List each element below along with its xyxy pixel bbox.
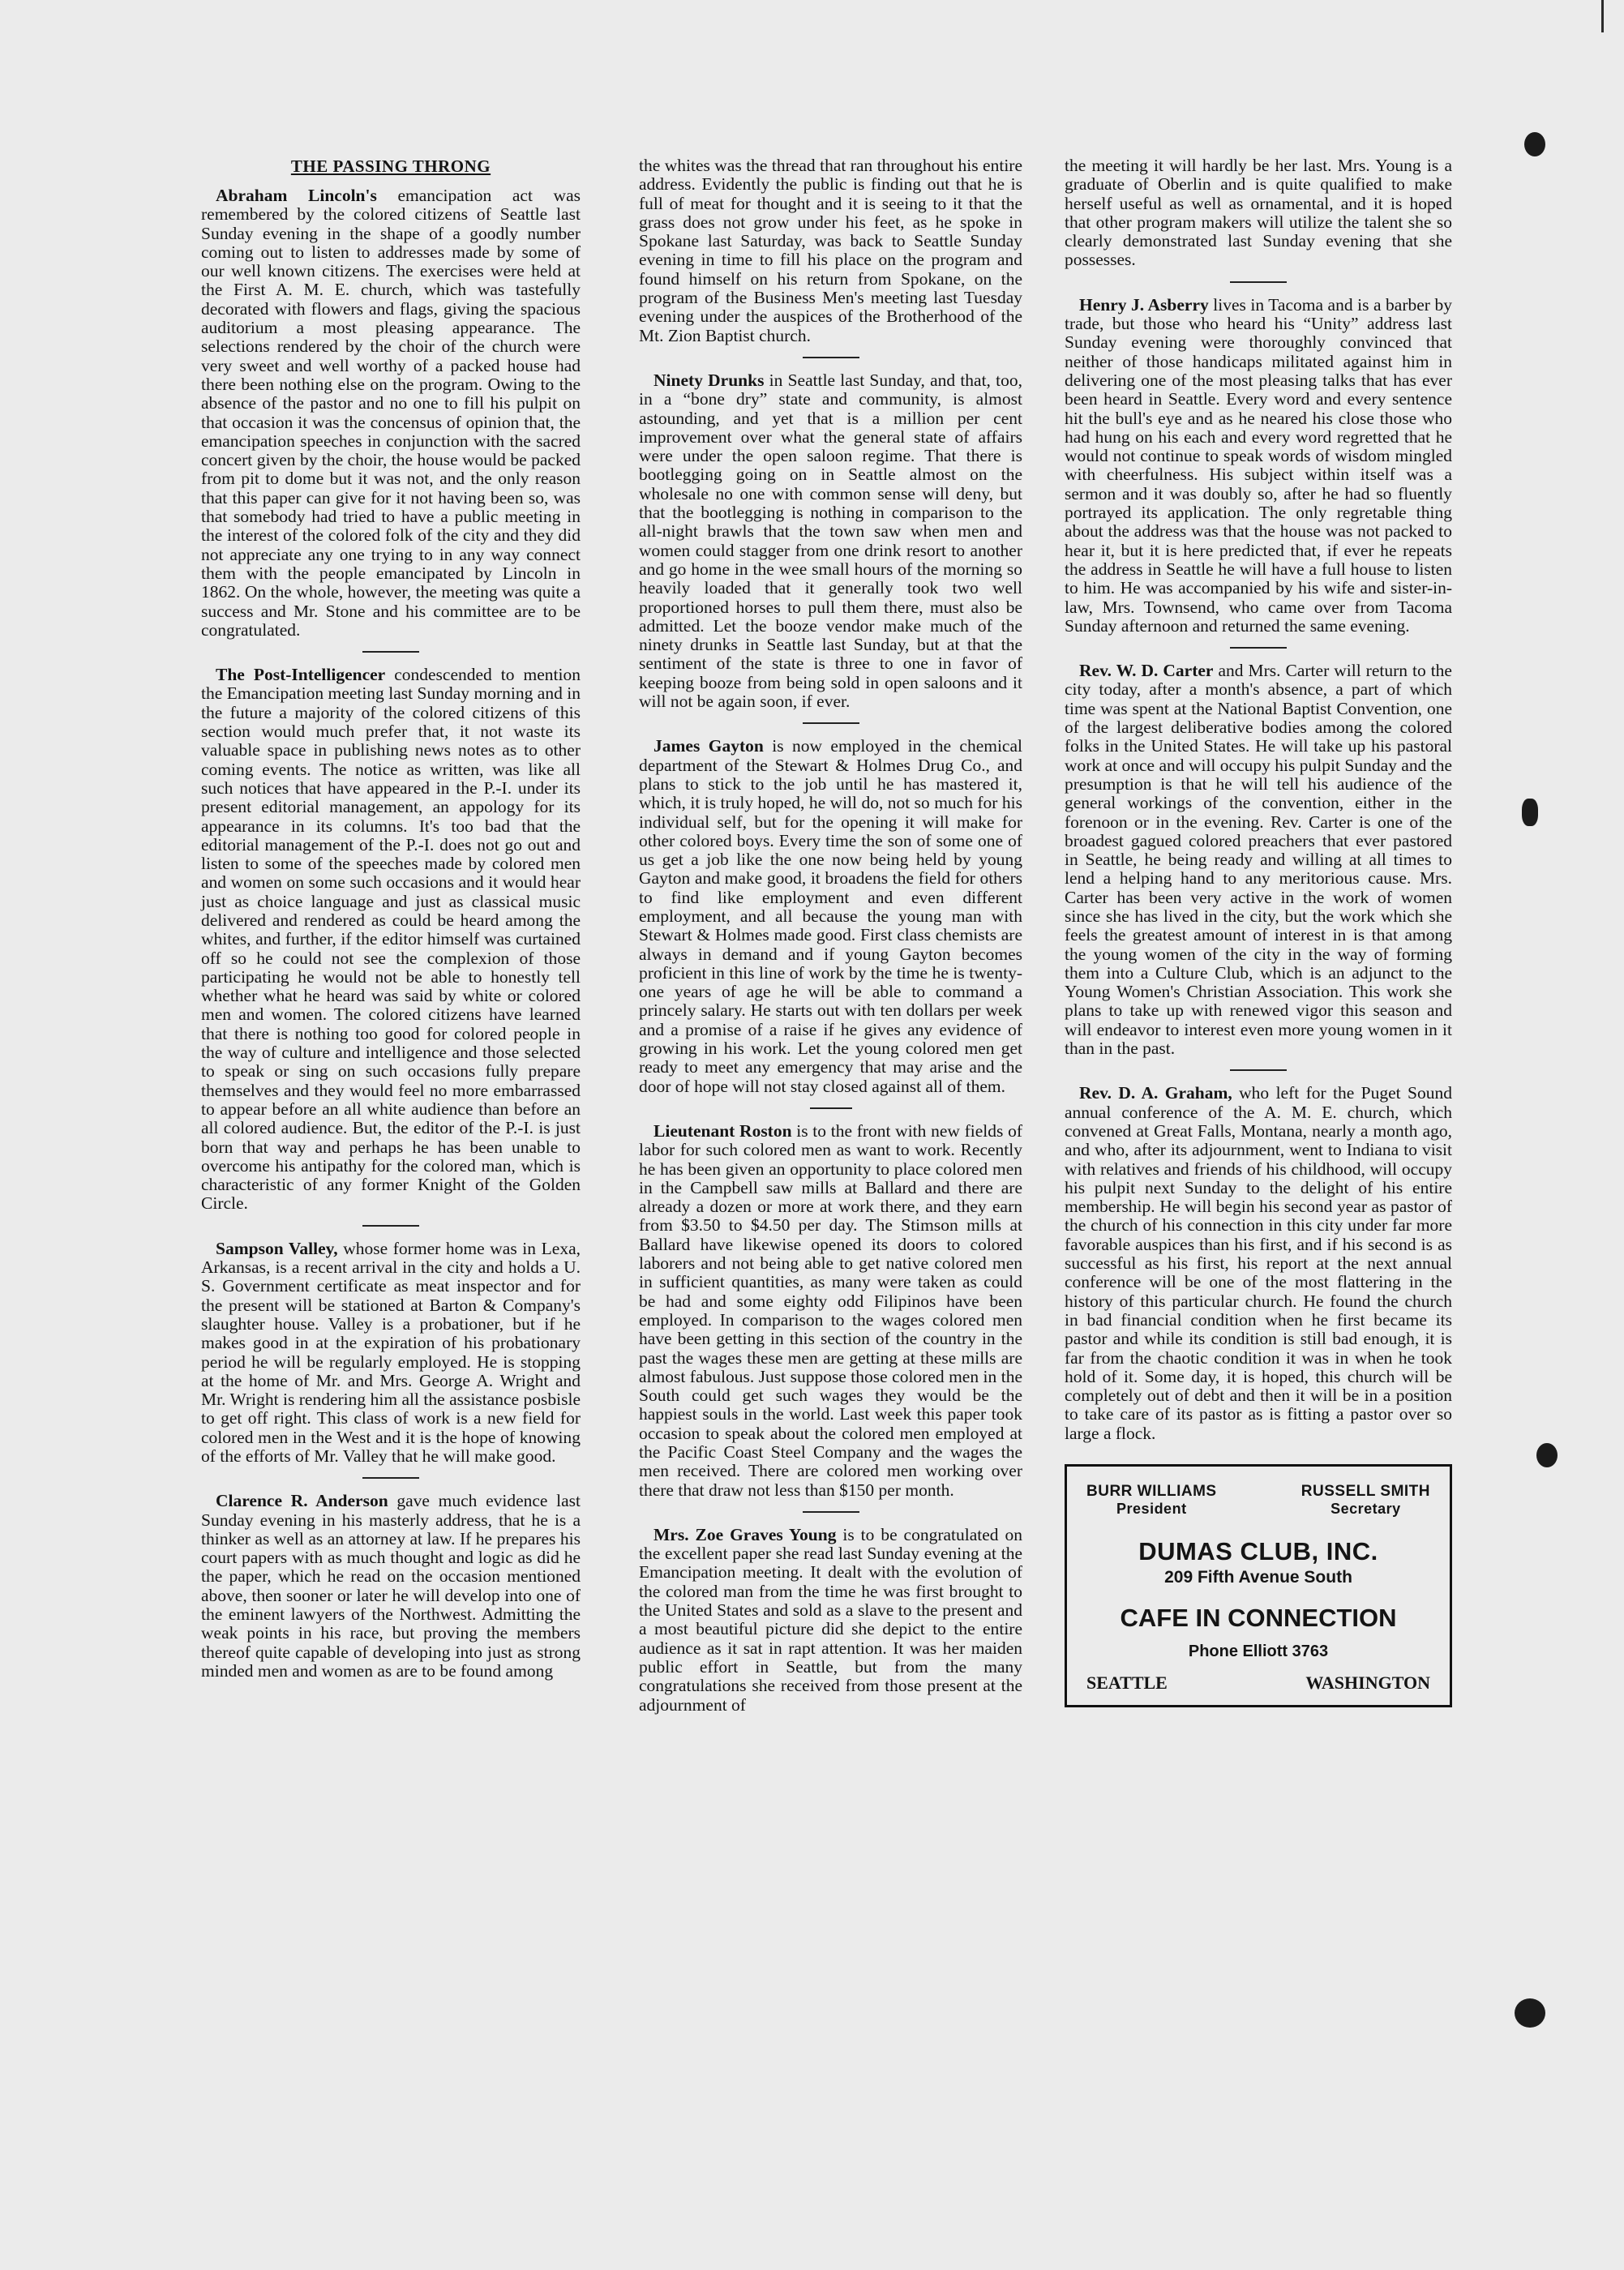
article-body: in Seattle last Sunday, and that, too, in a “bone dry” state and community, is almost astounding, and yet that is a million per cent improvement over what the general state of affairs were under the open saloon regime. That there is bootlegging going on in Seattle almost on the wholesale no one with common sense will deny, but that the bootlegging is nothing in comparison to the all-night brawls that the town saw when men and women could stagger from one drink resort to another and go home in the wee small hours of the morning so heavily loaded that it generally took two well proportioned horses to pull them there, must also be admitted. Let the booze vendor make much of the ninety drunks in Seattle last Sunday, but at that the sentiment of the state is three to one in favor of keeping booze from being sold in open saloons and it will not be again soon, if ever. (639, 370, 1022, 712)
ad-president (1086, 1483, 1217, 1518)
article-divider (803, 722, 859, 724)
article-lead: Lieutenant Roston (653, 1120, 792, 1141)
column-1 (201, 126, 581, 1681)
ad-club-name: DUMAS CLUB, INC. (1138, 1537, 1378, 1565)
article-lead: James Gayton (653, 736, 764, 756)
article-lead: Abraham Lincoln's (216, 186, 377, 205)
article-lead: Henry J. Asberry (1079, 294, 1209, 315)
article-body: who left for the Puget Sound annual conference of the A. M. E. church, which convened at Great Falls, Montana, nearly a month ago, and who, after its adjournment, went to Indiana to visit with relatives and friends of his childhood, will occupy his pulpit next Sunday to the delight of his entire membership. He will begin his second year as pastor of the church of his connection in this city under far more favorable auspices than his first, and if his second is as successful as his first, his report at the next annual conference will be one of the most flattering in the history of this particular church. He found the church in bad financial condition when he first became its pastor and while its condition is still bad enough, it is far from the chaotic condition it was in when he took hold of it. Some day, it is hoped, this church will be completely out of debt and then it will be in a position to take care of its pastor as is fitting a pastor over so large a flock. (1065, 1083, 1452, 1443)
article-body: is now employed in the chemical department of the Stewart & Holmes Drug Co., and plans to stick to the job until he has mastered it, which, it is truly hoped, he will do, not so much for his individual self, but for the opening it will make for other colored boys. Every time the son of some one of us get a job like the one now being held by young Gayton and make good, it broadens the field for others to find like employment and even different employment, and all because the young man with Stewart & Holmes made good. First class chemists are always in demand and if young Gayton becomes proficient in this line of work by the time he is twenty-one years of age he will be able to command a princely salary. He starts out with ten dollars per week and a promise of a raise if he gives any evidence of growing in his work. Let the young colored men get ready to meet any emergency that may arise and the door of hope will not stay closed against all of them. (639, 736, 1022, 1096)
article-james-gayton (639, 737, 1022, 1096)
article-body: is to be congratulated on the excellent paper she read last Sunday evening at the Emancipation meeting. It dealt with the evolution of the colored man from the time he was first brought to the United States and sold as a slave to the present and a most beautiful picture did she depict to the entire audience as it sat in rapt attention. It was her maiden public effort in Seattle, but from the many congratulations she received from those present at the adjournment of (639, 1524, 1022, 1715)
ad-secretary-title: Secretary (1330, 1501, 1401, 1517)
ad-president-name: BURR WILLIAMS (1086, 1483, 1217, 1500)
article-divider (1230, 1069, 1287, 1071)
article-rev-carter (1065, 662, 1452, 1058)
article-body: emancipation act was remembered by the colored citizens of Seattle last Sunday evening in the shape of a goodly number coming out to listen to addresses made by some of our well known citizens. The exercises were held at the First A. M. E. church, which was tastefully decorated with flowers and flags, giving the spacious auditorium a most pleasing appearance. The selections rendered by the choir of the church were very sweet and well worthy of a packed house had there been nothing else on the program. Owing to the absence of the pastor and no one to fill his pulpit on that occasion it was the concensus of opinion that, the emancipation speeches in conjunction with the sacred concert given by the choir, the house would be packed from pit to dome but it was not, and the only reason that this paper can give for it not having been so, was that somebody had tried to have a public meeting in the interest of the colored folk of the city and they did not appreciate any one trying to in any way connect them with the people emancipated by Lincoln in 1862. On the whole, however, the meeting was quite a success and Mr. Stone and his committee are to be congratulated. (201, 186, 581, 640)
article-rev-graham (1065, 1084, 1452, 1443)
ad-city: SEATTLE (1086, 1673, 1168, 1693)
ink-blot (1522, 799, 1538, 826)
ad-president-title: President (1116, 1501, 1187, 1517)
article-divider (362, 651, 419, 653)
article-post-intelligencer (201, 666, 581, 1214)
ink-blot (1524, 132, 1545, 156)
article-lead: The Post-Intelligencer (216, 665, 386, 685)
article-body: is to the front with new fields of labor for such colored men as want to work. Recently he has been given an opportunity to place colored men in the Campbell saw mills at Ballard and there are already a dozen or more at work there, and they earn from $3.50 to $4.50 per day. The Stimson mills at Ballard have likewise opened its doors to colored laborers and not being able to get native colored men in sufficient quantities, as many were taken as could be had and some eighty odd Filipinos have been employed. In comparison to the wages colored men have been getting in this section of the country in the past the wages these men are getting at these mills are almost fabulous. Just suppose those colored men in the South could get such wages they would be the happiest souls in the world. Last week this paper took occasion to speak about the colored men employed at the Pacific Coast Steel Company and the wages the men received. There are colored men working over there that draw not less than $150 per month. (639, 1120, 1023, 1500)
ad-location (1086, 1673, 1430, 1694)
article-young-continued (1065, 156, 1452, 270)
article-body: the meeting it will hardly be her last. Mrs. Young is a graduate of Oberlin and is quite qualified to make herself useful as well as ornamental, and it is hoped that other program makers will utilize the talent she so clearly demonstrated last Sunday evening that she possesses. (1065, 156, 1452, 270)
article-sampson-valley (201, 1240, 581, 1467)
dumas-club-advertisement (1065, 1464, 1452, 1707)
article-anderson-continued (639, 156, 1022, 345)
ad-state: WASHINGTON (1305, 1673, 1430, 1693)
newspaper-body (201, 126, 1482, 2225)
article-lead: Sampson Valley, (216, 1238, 338, 1258)
article-lead: Rev. W. D. Carter (1079, 661, 1214, 681)
section-heading: THE PASSING THRONG (290, 156, 491, 176)
article-body: the whites was the thread that ran throughout his entire address. Evidently the public is finding out that he is full of meat for thought and it is seeing to it that the grass does not grow under his feet, as he spoke in Spokane last Saturday, was back to Seattle Sunday evening in time to fill his place on the program and found himself on his return from Spokane, on the program of the Business Men's meeting last Tuesday evening under the auspices of the Brotherhood of the Mt. Zion Baptist church. (639, 156, 1022, 345)
ad-phone: Phone Elliott 3763 (1188, 1643, 1329, 1660)
article-divider (803, 357, 859, 358)
article-clarence-anderson (201, 1492, 581, 1681)
article-body: gave much evidence last Sunday evening in his masterly address, that he is a thinker as well as an attorney at law. If he prepares his court papers with as much thought and logic as did he the paper, which he read on the occasion mentioned above, then sooner or later he will develop into one of the eminent lawyers of the Northwest. Admitting the weak points in his race, but proving the members thereof quite capable of developing into just as strong minded men and women as are to be found among (201, 1491, 581, 1681)
article-ninety-drunks (639, 371, 1022, 711)
article-body: lives in Tacoma and is a barber by trade, but those who heard his “Unity” address last Sunday evening were thoroughly convinced that neither of those handicaps militated against him in delivering one of the most pleasing talks that has ever been heard in Seattle. Every word and every sentence hit the bull's eye and as he neared his close those who had hung on his each and every word regretted that he would not continue to speak words of wisdom mingled with cheerfulness. His subject within itself was a sermon and it was doubly so, after he had so fluently portrayed its application. The only regretable thing about the address was that the house was not packed to hear it, but it is here predicted that, if ever he repeats the address in Seattle he will have a full house to listen to him. He was accompanied by his wife and sister-in-law, Mrs. Townsend, who came over from Tacoma Sunday afternoon and returned the same evening. (1065, 294, 1452, 636)
article-body: condescended to mention the Emancipation meeting last Sunday morning and in the future a majority of the colored citizens of this section would much prefer that, it not waste its valuable space in publishing news notes as to other coming events. The notice as written, was like all such notices that have appeared in the P.-I. under its present editorial management, an appology for its appearance in its columns. It's too bad that the editorial management of the P.-I. does not go out and listen to some of the speeches made by colored men and women on some such occasions and it would hear just as choice language and just as classical music delivered and rendered as could be heard among the whites, and further, if the editor himself was curtained off so he could not see the complexion of those participating he would not be able to honestly tell whether what he heard was said by white or colored men and women. The colored citizens have learned that there is nothing too good for colored people in the way of culture and intelligence and those selected to speak or sing on such occasions fully prepare themselves and they would feel no more embarrassed to appear before an all white audience than before an all colored audience. But, the editor of the P.-I. is just born that way and perhaps he has been unable to overcome his antipathy for the colored man, which is characteristic of any former Knight of the Golden Circle. (201, 665, 581, 1214)
page-edge-line (1601, 0, 1604, 32)
ad-cafe: CAFE IN CONNECTION (1120, 1604, 1397, 1632)
ink-blot (1515, 1998, 1545, 2028)
ad-secretary-name: RUSSELL SMITH (1300, 1483, 1430, 1500)
article-divider (803, 1511, 859, 1513)
article-lincoln (201, 186, 581, 640)
ad-secretary (1301, 1483, 1430, 1518)
article-lead: Clarence R. Anderson (216, 1491, 388, 1511)
article-body: whose former home was in Lexa, Arkansas, is a recent arrival in the city and holds a U. S. Government certificate as meat inspector and for the present will be stationed at Barton & Company's slaughter house. Valley is a probationer, but if he makes good in at the expiration of his probationary period he will be regularly employed. He is stopping at the home of Mr. and Mrs. George A. Wright and Mr. Wright is rendering him all the assistance posbisle to get off right. This class of work is a new field for colored men in the West and it is the hope of knowing of the efforts of Mr. Valley that he will make good. (201, 1238, 581, 1466)
column-2 (639, 126, 1022, 1715)
article-lead: Rev. D. A. Graham, (1079, 1083, 1232, 1103)
article-divider (1230, 647, 1287, 649)
article-henry-asberry (1065, 296, 1452, 636)
article-lead: Mrs. Zoe Graves Young (653, 1524, 837, 1544)
article-divider (362, 1477, 419, 1479)
ad-officers (1086, 1483, 1430, 1518)
article-divider (1230, 281, 1287, 283)
article-divider (362, 1225, 419, 1227)
column-3 (1065, 126, 1452, 1707)
article-lieutenant-roston (639, 1122, 1022, 1500)
article-lead: Ninety Drunks (653, 370, 765, 390)
article-divider (810, 1107, 852, 1109)
article-body: and Mrs. Carter will return to the city today, after a month's absence, a part of which time was spent at the National Baptist Convention, one of the largest deliberative bodies among the colored folks in the United States. He will take up his pastoral work at once and will occupy his pulpit Sunday and the presumption is that he will tell his audience of the general workings of the convention, either in the forenoon or in the evening. Rev. Carter is one of the broadest gagued colored preachers that ever pastored in Seattle, he being ready and willing at all times to lend a helping hand to any meritorious cause. Mrs. Carter has been very active in the work of women since she has lived in the city, but the work which she feels the greatest amount of interest in is that among the young women of the city in the way of forming them into a Culture Club, which is an adjunct to the Young Women's Christian Association. This work she plans to take up with renewed vigor this season and will endeavor to interest even more young women in it than in the past. (1065, 661, 1452, 1059)
ad-address: 209 Fifth Avenue South (1164, 1568, 1352, 1587)
article-zoe-graves-young (639, 1526, 1022, 1715)
ink-blot (1536, 1443, 1558, 1467)
